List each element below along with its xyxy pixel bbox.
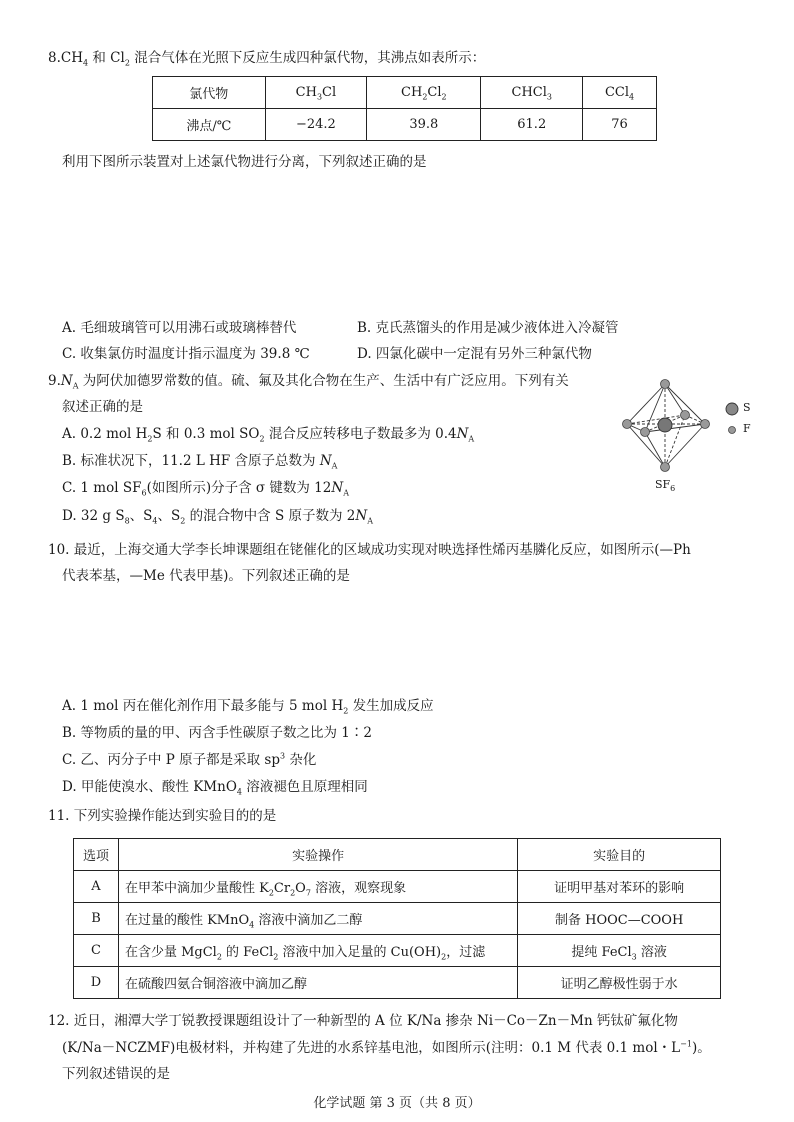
table-header-cell: 氯代物 [153,77,266,109]
q10-option-b: B. 等物质的量的甲、丙含手性碳原子数之比为 1∶2 [62,725,372,741]
fluorine-atom [623,420,632,429]
sulfur-atom [658,418,672,432]
table-header-cell: 选项 [74,839,119,871]
table-cell: D [74,967,119,999]
q10-stem-line2: 代表苯基，—Me 代表甲基)。下列叙述正确的是 [62,568,350,584]
q12-stem-line1: 12. 近日，湘潭大学丁锐教授课题组设计了一种新型的 A 位 K/Na 掺杂 Ni－Co－Zn－Mn 钙钛矿氟化物 [48,1013,678,1029]
legend-s-marker [726,403,738,415]
sf6-molecule-figure [615,372,785,497]
table-cell: C [74,935,119,967]
table-cell: 证明乙醇极性弱于水 [518,967,721,999]
q9-option-b: B. 标准状况下，11.2 L HF 含原子总数为 $N_A$ [62,453,338,471]
legend-f-label: F [743,422,751,435]
q10-option-c: C. 乙、丙分子中 P 原子都是采取 $sp^3$ 杂化 [62,751,317,768]
table-cell: A [74,871,119,903]
table-cell: 证明甲基对苯环的影响 [518,871,721,903]
q10-option-d: D. 甲能使溴水、酸性 KMnO$_4$ 溶液褪色且原理相同 [62,779,368,797]
table-cell: 制备 HOOC—COOH [518,903,721,935]
table-cell: 在过量的酸性 KMnO$_4$ 溶液中滴加乙二醇 [118,903,517,935]
q9-stem-line2: 叙述正确的是 [62,399,143,415]
q10-option-a: A. 1 mol 丙在催化剂作用下最多能与 5 mol $H_2$ 发生加成反应 [62,698,434,716]
q12-stem-line2: (K/Na－NCZMF)电极材料，并构建了先进的水系锌基电池，如图所示(注明：0.1 M 代表 0.1 mol・$L^{-1}$)。 [62,1039,711,1056]
fluorine-atom [661,380,670,389]
experiment-table [73,838,721,999]
table-header-cell: 实验目的 [518,839,721,871]
table-cell: 在含少量 MgCl$_2$ 的 FeCl$_2$ 溶液中加入足量的 $Cu(OH)_2$，过滤 [118,935,517,967]
table-header-cell: 沸点/℃ [153,109,266,141]
q8-option-a: A. 毛细玻璃管可以用沸石或玻璃棒替代 [62,320,297,336]
q8-stem: $8.CH_4$ 和 $Cl_2$ 混合气体在光照下反应生成四种氯代物，其沸点如表所示： [48,50,486,68]
table-cell: B [74,903,119,935]
table-cell: 在硫酸四氨合铜溶液中滴加乙醇 [118,967,517,999]
q9-option-a: A. 0.2 mol $H_2S$ 和 0.3 mol $SO_2$ 混合反应转移电子数最多为 $0.4N_A$ [62,426,475,444]
q8-question: 利用下图所示装置对上述氯代物进行分离，下列叙述正确的是 [62,154,427,170]
sf6-octahedron-diagram [615,372,785,497]
table-row [74,967,721,999]
q8-option-d: D. 四氯化碳中一定混有另外三种氯代物 [357,346,592,362]
boiling-point-table [152,76,657,141]
table-cell: 61.2 [481,109,583,141]
q9-option-c: C. 1 mol $SF_6$(如图所示)分子含 σ 键数为 $12N_A$ [62,480,349,498]
q9-option-d: D. 32 g $S_8$、$S_4$、$S_2$ 的混合物中含 S 原子数为 $2N_A$ [62,508,373,526]
table-row [74,935,721,967]
table-header-cell: 实验操作 [118,839,517,871]
q10-stem-line1: 10. 最近，上海交通大学李长坤课题组在铑催化的区域成功实现对映选择性烯丙基膦化反应，如图所示(—Ph [48,542,691,558]
fluorine-atom [641,428,650,437]
table-cell: $CH_2Cl_2$ [367,77,481,109]
table-cell: −24.2 [265,109,367,141]
table-row [74,871,721,903]
q11-stem: 11. 下列实验操作能达到实验目的的是 [48,808,277,824]
q8-option-c: C. 收集氯仿时温度计指示温度为 39.8 ℃ [62,346,310,362]
table-cell: 76 [583,109,657,141]
legend-s-label: S [743,401,751,414]
table-row [74,903,721,935]
table-cell: CCl$_4$ [583,77,657,109]
q12-stem-line3: 下列叙述错误的是 [62,1066,170,1082]
table-cell: CHCl$_3$ [481,77,583,109]
fluorine-atom [661,463,670,472]
q9-stem-line1: $9.N_A$ 为阿伏加德罗常数的值。硫、氟及其化合物在生产、生活中有广泛应用。下列有关 [48,373,569,391]
fluorine-atom [701,420,710,429]
fluorine-atom [681,411,690,420]
table-row [153,109,657,141]
table-row [74,839,721,871]
table-cell: 在甲苯中滴加少量酸性 $K_2Cr_2O_7$ 溶液，观察现象 [118,871,517,903]
table-cell: 39.8 [367,109,481,141]
legend-f-marker [729,427,736,434]
table-cell: $CH_3Cl$ [265,77,367,109]
table-cell: 提纯 FeCl$_3$ 溶液 [518,935,721,967]
page-footer: 化学试题 第 3 页（共 8 页） [313,1096,481,1111]
figure-caption: $SF_6$ [655,478,676,494]
table-row [153,77,657,109]
q8-option-b: B. 克氏蒸馏头的作用是减少液体进入冷凝管 [357,320,619,336]
